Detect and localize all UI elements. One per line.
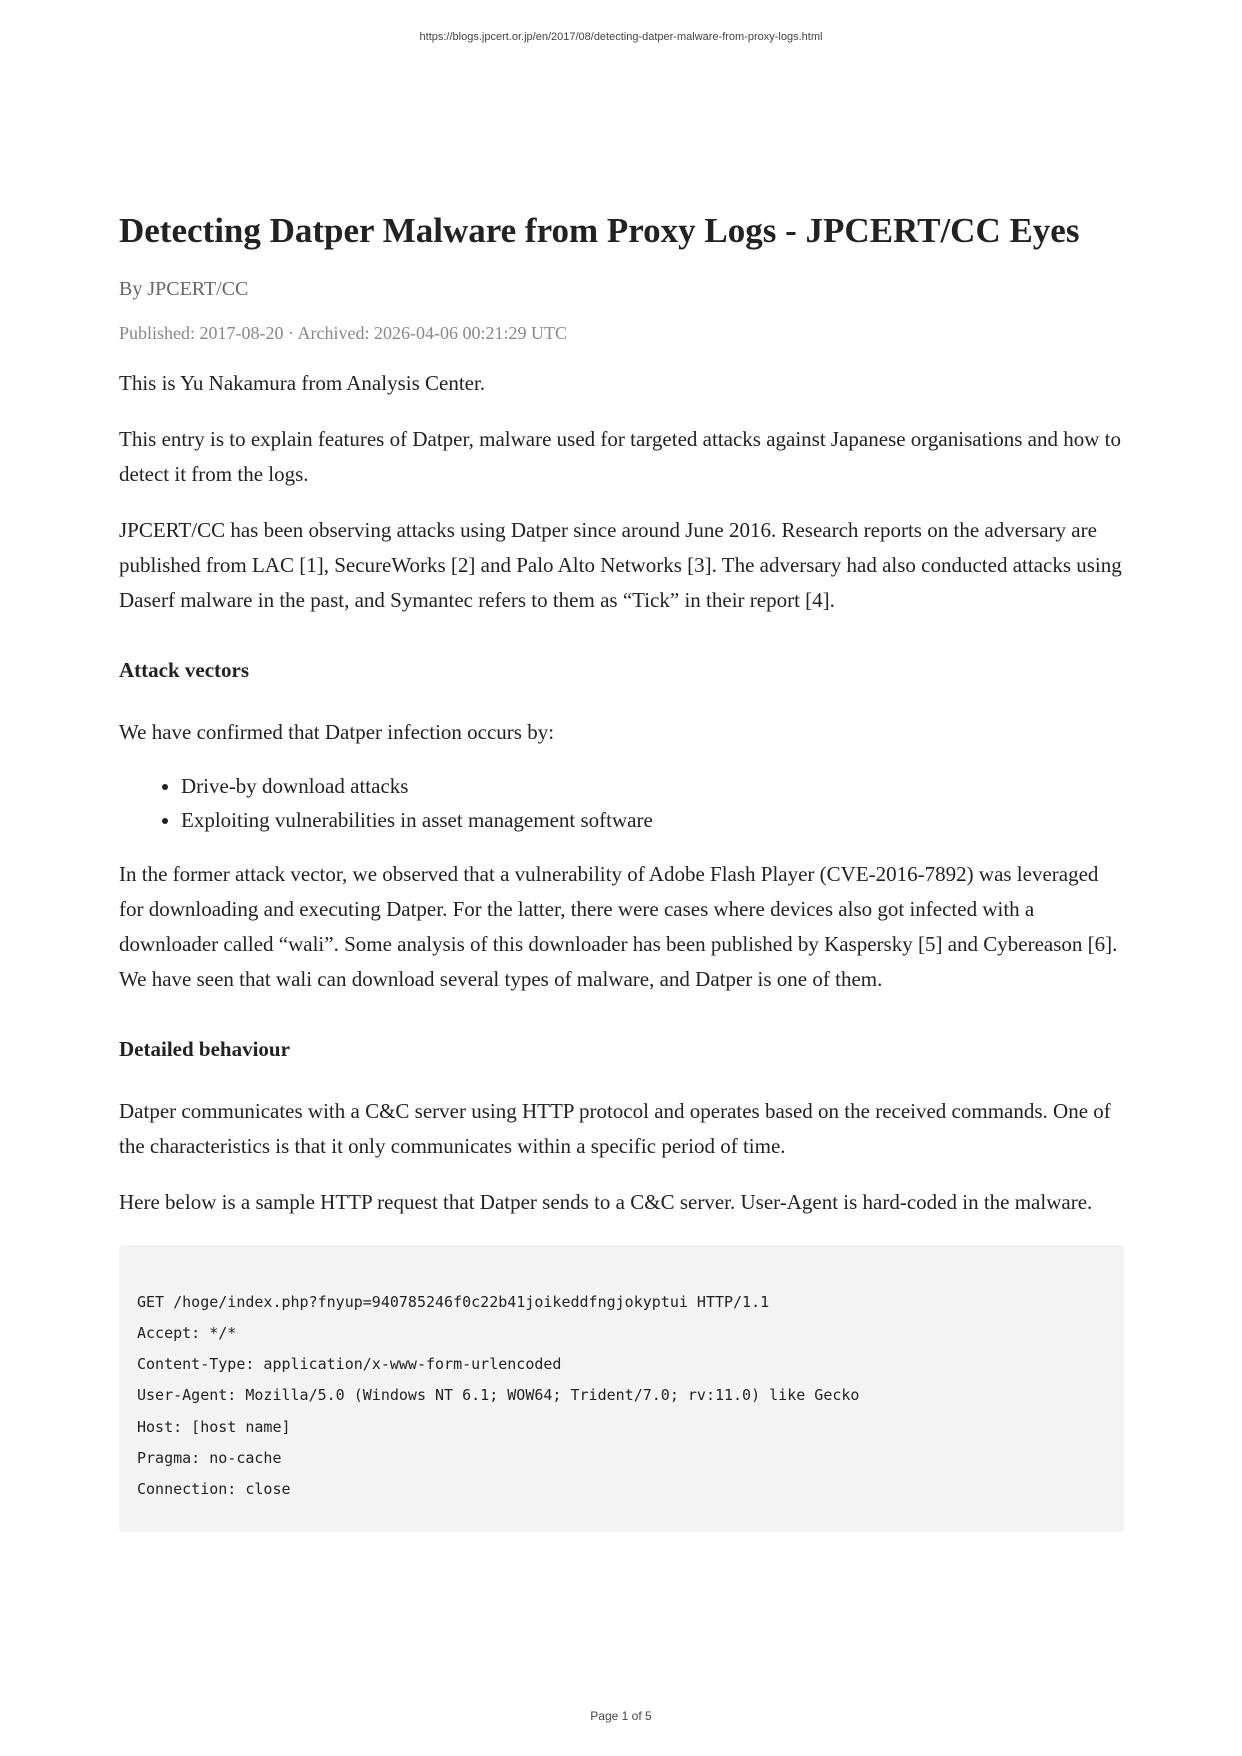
attack-vectors-list <box>119 769 1124 837</box>
http-request-code-block: GET /hoge/index.php?fnyup=940785246f0c22b41joikeddfngjokyptui HTTP/1.1 Accept: */* Content-Type: application/x-www-form-urlencoded User-Agent: Mozilla/5.0 (Windows NT 6.1; WOW64; Trident/7.0; rv:11.0) like Gecko Host: [host name] Pragma: no-cache Connection: close <box>119 1245 1124 1532</box>
attack-vectors-detail: In the former attack vector, we observed that a vulnerability of Adobe Flash Player (CVE-2016-7892) was leveraged for downloading and executing Datper. For the latter, there were cases where devices also got infected with a downloader called “wali”. Some analysis of this downloader has been published by Kaspersky [5] and Cybereason [6]. We have seen that wali can download several types of malware, and Datper is one of them. <box>119 861 1118 991</box>
publish-date: Published: 2017-08-20 · Archived: 2026-04-06 00:21:29 UTC <box>119 322 567 343</box>
background-paragraph: JPCERT/CC has been observing attacks using Datper since around June 2016. Research reports on the adversary are published from LAC [1], SecureWorks [2] and Palo Alto Networks [3]. The adversary had also conducted attacks using Daserf malware in the past, and Symantec refers to them as “Tick” in their report [4]. <box>119 517 1122 612</box>
page-number: Page 1 of 5 <box>590 1709 652 1723</box>
sample-request-paragraph: Here below is a sample HTTP request that Datper sends to a C&C server. User-Agent is hard-coded in the malware. <box>119 1189 1093 1214</box>
purpose-paragraph: This entry is to explain features of Datper, malware used for targeted attacks against Japanese organisations and how to detect it from the logs. <box>119 426 1121 486</box>
behaviour-heading: Detailed behaviour <box>119 1036 290 1061</box>
attack-vectors-intro: We have confirmed that Datper infection occurs by: <box>119 719 555 744</box>
intro-paragraph: This is Yu Nakamura from Analysis Center. <box>119 370 486 395</box>
page-url: https://blogs.jpcert.or.jp/en/2017/08/detecting-datper-malware-from-proxy-logs.html <box>419 31 823 43</box>
list-item: • Exploiting vulnerabilities in asset management software <box>181 803 1124 837</box>
article-byline: By JPCERT/CC <box>119 277 249 300</box>
article-title: Detecting Datper Malware from Proxy Logs - JPCERT/CC Eyes <box>119 211 1080 250</box>
behaviour-paragraph: Datper communicates with a C&C server using HTTP protocol and operates based on the received commands. One of the characteristics is that it only communicates within a specific period of time. <box>119 1098 1111 1158</box>
list-item: • Drive-by download attacks <box>181 769 1124 803</box>
attack-vectors-heading: Attack vectors <box>119 657 250 682</box>
article <box>119 208 1124 1532</box>
